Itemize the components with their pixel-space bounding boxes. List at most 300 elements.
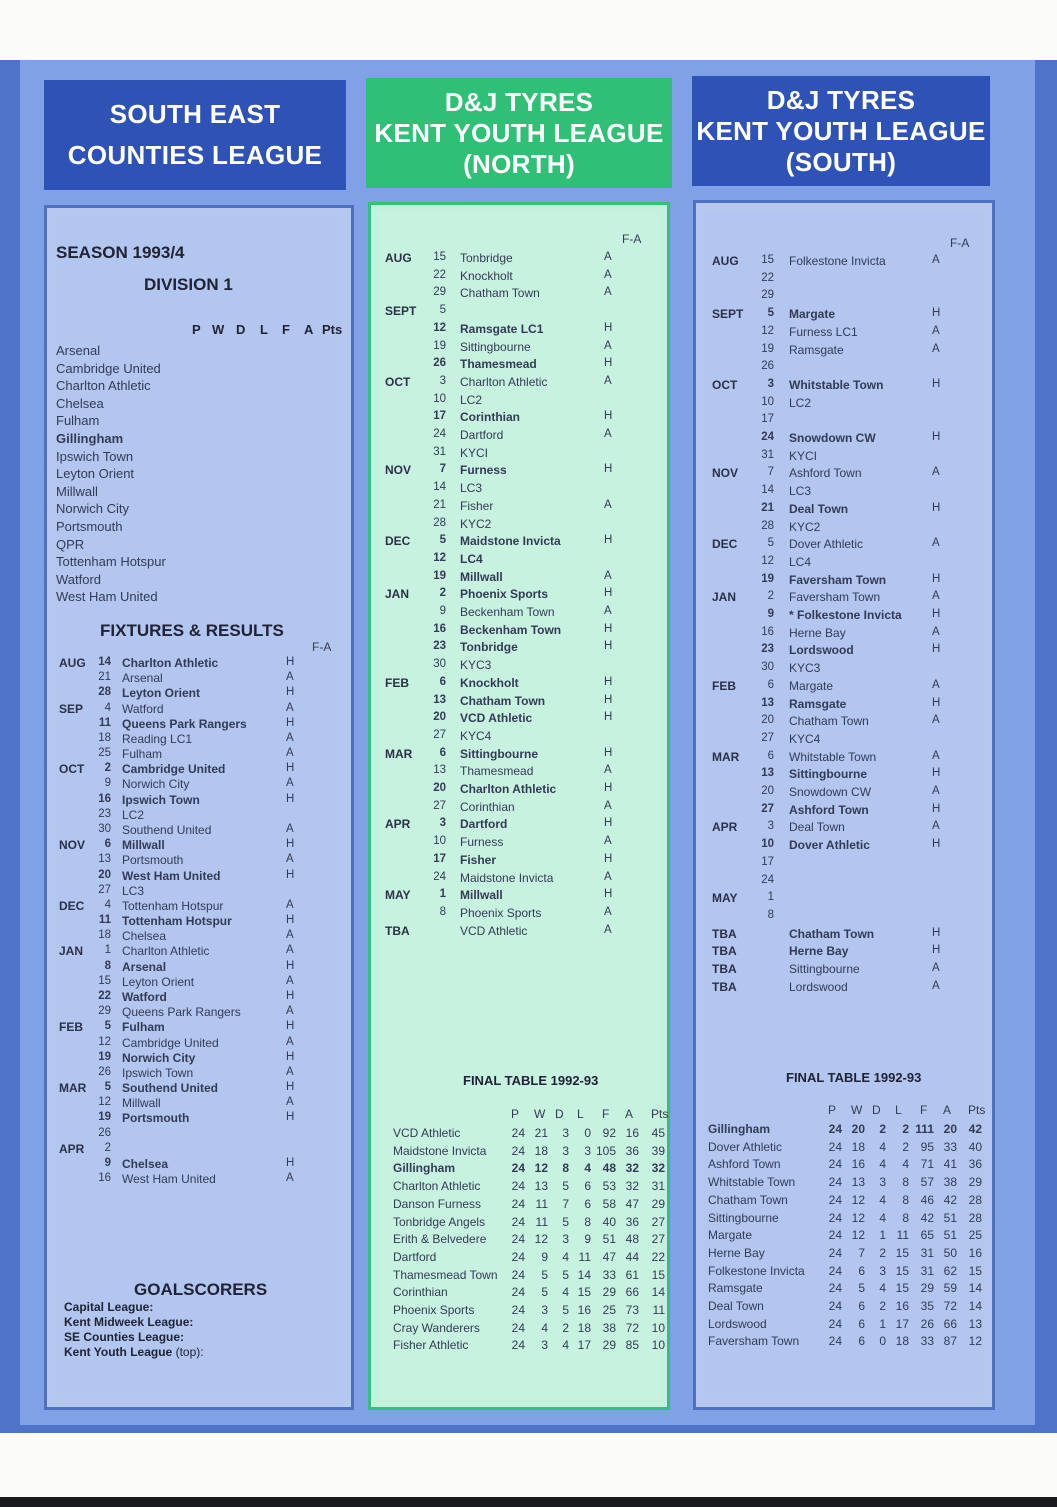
table-cell: 16 [968, 1245, 982, 1260]
fixture-opponent: Leyton Orient [122, 974, 195, 989]
fixture-day: 27 [98, 883, 111, 896]
fixture-venue: H [932, 501, 941, 514]
fixture-day: 30 [433, 658, 446, 671]
table-cell: 46 [920, 1192, 934, 1207]
fixture-month: OCT [59, 762, 85, 777]
fixture-day: 6 [439, 675, 446, 688]
table-cell: 24 [511, 1320, 525, 1335]
table-cell: 65 [920, 1228, 934, 1243]
sec-col-pts: Pts [322, 322, 343, 337]
table-cell: 40 [602, 1214, 616, 1229]
fixture-opponent: Sittingbourne [460, 746, 538, 761]
fixture-day: 9 [767, 608, 774, 620]
fixture-venue: A [286, 929, 294, 942]
header-north-line1: D&J TYRES [444, 86, 594, 117]
fixture-opponent: Chatham Town [789, 714, 869, 729]
fixture-opponent: Ipswich Town [122, 792, 200, 807]
fixture-opponent: Arsenal [122, 671, 163, 686]
fixture-venue: H [932, 696, 941, 709]
table-cell: 32 [625, 1161, 639, 1176]
fixture-opponent: LC3 [789, 484, 812, 499]
table-cell: 17 [577, 1338, 591, 1353]
table-cell: 14 [577, 1267, 591, 1282]
team-name: Millwall [56, 483, 98, 499]
fixture-day: 1 [439, 888, 446, 901]
table-cell: 29 [968, 1175, 982, 1190]
fixture-opponent: West Ham United [122, 868, 221, 883]
goalscorer-league: SE Counties League: [64, 1330, 185, 1344]
table-team: Dover Athletic [708, 1139, 783, 1154]
table-cell: 24 [511, 1179, 525, 1194]
table-cell: 58 [602, 1196, 616, 1211]
fixture-day: 12 [98, 1096, 111, 1109]
table-cell: 40 [968, 1139, 982, 1154]
fixture-venue: H [604, 817, 613, 830]
fixture-venue: H [286, 1020, 295, 1033]
table-col-header: Pts [968, 1103, 986, 1117]
fixture-venue: A [932, 324, 940, 337]
table-cell: 24 [828, 1139, 842, 1154]
table-cell: 24 [828, 1316, 842, 1331]
table-cell: 33 [920, 1334, 934, 1349]
fixture-venue: A [932, 537, 940, 550]
fixture-opponent: Charlton Athletic [460, 374, 548, 389]
fixture-venue: H [932, 377, 941, 390]
fixture-month: TBA [712, 926, 737, 941]
fixture-opponent: Ashford Town [789, 802, 869, 817]
fixture-month: APR [385, 817, 411, 832]
table-cell: 31 [920, 1263, 934, 1278]
fixture-opponent: Corinthian [460, 799, 515, 814]
fixture-opponent: Millwall [122, 1096, 161, 1111]
fixture-day: 26 [98, 1126, 111, 1139]
fixture-month: MAR [712, 749, 740, 764]
goalscorer-label [64, 1345, 204, 1359]
table-cell: 2 [902, 1122, 909, 1136]
sec-col-a: A [304, 322, 314, 337]
table-cell: 24 [828, 1175, 842, 1190]
fixture-opponent: KYC3 [460, 658, 492, 673]
fixture-venue: A [604, 569, 612, 582]
fixture-day: 21 [98, 671, 111, 684]
fixture-venue: A [286, 731, 294, 744]
fixture-opponent: Sittingbourne [460, 339, 531, 354]
team-name: Watford [56, 571, 102, 587]
fixture-day: 5 [439, 304, 446, 317]
fixture-venue: H [604, 693, 613, 706]
table-cell: 57 [920, 1175, 934, 1190]
table-team: Tonbridge Angels [393, 1214, 486, 1229]
goalscorer-note: (top): [172, 1345, 204, 1359]
table-cell: 6 [584, 1196, 591, 1211]
table-cell: 24 [511, 1214, 525, 1229]
table-cell: 3 [879, 1263, 886, 1278]
fixture-opponent: Maidstone Invicta [460, 534, 561, 549]
fixture-opponent: Furness [460, 835, 504, 850]
north-table-title: FINAL TABLE 1992-93 [463, 1073, 599, 1088]
fixture-venue: H [286, 686, 295, 699]
table-cell: 24 [828, 1334, 842, 1349]
fixture-day: 24 [761, 431, 774, 443]
table-cell: 8 [902, 1210, 909, 1225]
fixture-venue: A [932, 625, 940, 638]
table-cell: 0 [879, 1334, 886, 1349]
table-cell: 14 [651, 1285, 665, 1300]
fixture-venue: H [286, 1156, 295, 1169]
fixture-month: NOV [385, 463, 412, 478]
team-name: Chelsea [56, 395, 104, 411]
fixture-day: 19 [433, 339, 446, 352]
table-cell: 7 [858, 1245, 865, 1260]
fixture-month: DEC [385, 534, 411, 549]
fixture-day: 27 [433, 728, 446, 741]
fixture-venue: A [604, 905, 612, 918]
table-cell: 1 [879, 1228, 886, 1243]
table-team: Dartford [393, 1249, 437, 1264]
table-cell: 38 [943, 1175, 957, 1190]
table-cell: 2 [879, 1299, 886, 1313]
fixture-day: 17 [761, 855, 774, 868]
fixture-day: 8 [104, 959, 111, 972]
fixture-venue: H [286, 989, 295, 1002]
fixture-day: 20 [98, 868, 111, 881]
table-cell: 4 [879, 1139, 886, 1154]
south-table-title: FINAL TABLE 1992-93 [786, 1070, 922, 1085]
sec-fa-label: F-A [312, 640, 332, 654]
fixture-venue: H [604, 534, 613, 547]
table-col-header: W [851, 1103, 863, 1117]
fixture-opponent: Chelsea [122, 929, 167, 944]
fixture-month: MAY [712, 891, 738, 906]
table-cell: 51 [943, 1210, 957, 1225]
fixture-opponent: Whitstable Town [789, 377, 884, 392]
fixture-day: 3 [767, 820, 774, 833]
table-cell: 51 [602, 1232, 616, 1247]
fixture-month: TBA [385, 923, 410, 938]
fixture-opponent: Arsenal [122, 959, 167, 974]
table-cell: 7 [562, 1196, 569, 1211]
table-cell: 12 [851, 1192, 865, 1207]
table-cell: 36 [968, 1157, 982, 1172]
fixture-month: MAR [385, 746, 413, 761]
fixture-day: 24 [433, 428, 446, 440]
fixture-month: JAN [59, 944, 84, 959]
table-cell: 9 [584, 1232, 591, 1247]
table-cell: 111 [915, 1122, 934, 1136]
fixture-day: 12 [761, 324, 774, 337]
fixture-venue: A [286, 1035, 294, 1048]
table-cell: 28 [968, 1210, 982, 1225]
table-cell: 5 [562, 1179, 569, 1194]
fixture-opponent: Charlton Athletic [122, 944, 210, 959]
fixture-opponent: Cambridge United [122, 1035, 219, 1050]
table-team: Phoenix Sports [393, 1303, 475, 1317]
fixture-venue: H [604, 888, 613, 901]
fixture-day: 5 [439, 534, 446, 547]
header-north-line2: KENT YOUTH LEAGUE [374, 117, 664, 148]
fixture-venue: A [604, 799, 612, 812]
fixture-venue: H [286, 868, 295, 881]
table-cell: 2 [562, 1320, 569, 1335]
table-col-header: Pts [651, 1107, 669, 1121]
fixture-day: 30 [98, 822, 111, 835]
table-cell: 29 [920, 1281, 934, 1296]
fixture-day: 13 [761, 767, 774, 780]
fixture-opponent: LC2 [460, 392, 483, 407]
fixture-day: 27 [761, 802, 774, 815]
table-team: Gillingham [393, 1161, 456, 1176]
goalscorer-label [64, 1300, 153, 1314]
fixture-venue: H [932, 307, 941, 320]
fixture-day: 9 [104, 1156, 111, 1169]
table-cell: 36 [625, 1143, 639, 1158]
table-cell: 4 [584, 1161, 591, 1176]
fixture-opponent: Chatham Town [460, 286, 540, 301]
table-cell: 72 [625, 1320, 639, 1335]
table-cell: 29 [602, 1285, 616, 1300]
table-cell: 62 [943, 1263, 957, 1278]
fixture-day: 16 [98, 792, 111, 805]
fixture-day: 10 [433, 392, 446, 405]
header-north-line3: (NORTH) [463, 148, 575, 179]
fixture-opponent: Phoenix Sports [460, 587, 549, 602]
fixture-opponent: LC4 [460, 551, 483, 566]
fixture-day: 15 [433, 251, 446, 263]
fixture-venue: H [604, 321, 613, 334]
table-cell: 18 [851, 1139, 865, 1154]
table-team: Lordswood [708, 1316, 767, 1331]
table-cell: 20 [851, 1122, 865, 1136]
table-cell: 26 [920, 1316, 934, 1331]
fixture-opponent: Thamesmead [460, 764, 534, 779]
fixture-day: 28 [761, 519, 774, 532]
table-cell: 24 [511, 1338, 525, 1353]
fixture-venue: H [604, 852, 613, 865]
table-cell: 8 [562, 1161, 569, 1176]
fixture-opponent: Beckenham Town [460, 605, 555, 619]
table-cell: 11 [578, 1249, 591, 1264]
table-cell: 3 [584, 1143, 591, 1158]
fixture-venue: H [286, 1081, 295, 1094]
fixture-opponent: LC3 [460, 481, 483, 496]
fixture-venue: A [286, 1172, 294, 1185]
fixture-venue: A [286, 1005, 294, 1018]
table-cell: 8 [902, 1192, 909, 1207]
table-cell: 47 [602, 1249, 616, 1264]
table-cell: 10 [651, 1338, 665, 1353]
table-cell: 41 [943, 1157, 957, 1172]
table-cell: 36 [625, 1214, 639, 1229]
fixture-day: 23 [433, 640, 446, 653]
fixture-venue: H [286, 762, 295, 775]
table-cell: 12 [968, 1334, 982, 1349]
table-cell: 17 [895, 1316, 909, 1331]
table-cell: 11 [535, 1196, 548, 1211]
team-name: Charlton Athletic [56, 378, 151, 394]
fixture-day: 30 [761, 661, 774, 674]
fixture-opponent: LC2 [122, 807, 145, 822]
header-south-line1: D&J TYRES [766, 84, 916, 115]
fixture-day: 6 [104, 838, 111, 851]
fixture-venue: A [604, 286, 612, 299]
table-cell: 5 [562, 1303, 569, 1317]
fixture-day: 29 [761, 289, 774, 302]
fixture-opponent: Tonbridge [460, 251, 513, 265]
fixture-venue: A [286, 671, 294, 684]
fixture-month: FEB [385, 675, 409, 690]
table-cell: 24 [511, 1143, 525, 1158]
division-title: DIVISION 1 [144, 275, 233, 294]
fixture-opponent: KYC4 [789, 731, 821, 746]
fixture-venue: H [932, 767, 941, 780]
table-cell: 59 [943, 1281, 957, 1296]
fixture-day: 20 [761, 714, 774, 727]
fixture-opponent: Whitstable Town [789, 749, 877, 764]
table-cell: 24 [828, 1245, 842, 1260]
table-cell: 39 [651, 1143, 665, 1158]
table-cell: 66 [943, 1316, 957, 1331]
table-cell: 85 [625, 1338, 639, 1353]
fixture-day: 19 [98, 1050, 111, 1063]
table-cell: 15 [895, 1245, 909, 1260]
table-cell: 16 [851, 1157, 865, 1172]
table-cell: 25 [602, 1303, 616, 1317]
fixture-venue: A [286, 1065, 294, 1078]
fixture-opponent: Chatham Town [789, 926, 875, 941]
fixture-venue: A [604, 268, 612, 281]
fixture-day: 6 [767, 678, 774, 691]
goalscorer-label [64, 1330, 184, 1344]
table-cell: 6 [858, 1334, 865, 1349]
table-cell: 35 [920, 1299, 934, 1313]
fixture-day: 13 [433, 693, 446, 706]
table-cell: 4 [879, 1192, 886, 1207]
table-cell: 3 [879, 1175, 886, 1190]
table-cell: 4 [902, 1157, 909, 1172]
fixture-venue: H [286, 1111, 295, 1124]
fixture-opponent: VCD Athletic [460, 923, 528, 938]
table-team: Chatham Town [708, 1192, 788, 1207]
table-cell: 42 [943, 1192, 957, 1207]
table-cell: 16 [625, 1126, 639, 1140]
fixture-venue: H [286, 914, 295, 927]
fixture-venue: H [604, 711, 613, 724]
fixture-day: 27 [761, 731, 774, 744]
table-cell: 1 [879, 1316, 886, 1331]
table-cell: 12 [851, 1228, 865, 1243]
fixture-day: 14 [761, 484, 774, 497]
fixture-day: 16 [433, 622, 446, 635]
table-cell: 72 [943, 1299, 957, 1313]
fixture-opponent: Fisher [460, 852, 497, 867]
fixture-day: 17 [761, 413, 774, 426]
goalscorer-league: Kent Youth League [64, 1345, 173, 1359]
fixture-month: OCT [712, 377, 738, 392]
fixture-day: 19 [98, 1111, 111, 1124]
table-cell: 0 [584, 1126, 591, 1140]
fixture-venue: H [286, 838, 295, 851]
fixture-venue: A [286, 1096, 294, 1109]
header-sec-line2: COUNTIES LEAGUE [67, 140, 323, 170]
fixture-venue: A [286, 898, 294, 911]
table-cell: 15 [577, 1285, 591, 1300]
table-cell: 31 [651, 1179, 665, 1194]
fixture-opponent: Watford [122, 701, 164, 716]
fixture-opponent: Faversham Town [789, 590, 881, 605]
table-cell: 87 [943, 1334, 957, 1349]
fixture-opponent: Southend United [122, 1081, 218, 1096]
fixture-day: 18 [98, 731, 111, 744]
fixture-day: 17 [433, 410, 446, 423]
fixture-day: 3 [767, 377, 774, 390]
table-cell: 5 [541, 1285, 548, 1300]
table-team: Whitstable Town [708, 1175, 796, 1190]
table-cell: 66 [625, 1285, 639, 1300]
table-cell: 14 [968, 1299, 982, 1313]
fixture-opponent: Tonbridge [460, 640, 518, 655]
fixture-venue: A [932, 962, 940, 974]
fixture-day: 10 [761, 838, 774, 851]
fixture-opponent: Watford [122, 989, 167, 1004]
fixture-day: 31 [433, 445, 446, 458]
table-cell: 24 [828, 1281, 842, 1296]
table-cell: 4 [879, 1157, 886, 1172]
fixture-day: 26 [433, 357, 446, 370]
fixture-month: TBA [712, 979, 737, 994]
fixture-venue: A [604, 923, 612, 936]
fixture-month: APR [59, 1141, 85, 1156]
fixture-month: SEPT [385, 304, 417, 319]
table-cell: 29 [651, 1196, 665, 1211]
fixture-opponent: Reading LC1 [122, 731, 193, 746]
fixture-venue: A [604, 339, 612, 352]
table-cell: 42 [968, 1122, 982, 1136]
table-cell: 2 [879, 1122, 886, 1136]
table-team: Ramsgate [708, 1281, 763, 1296]
fixture-opponent: Portsmouth [122, 1111, 190, 1126]
table-col-header: W [534, 1107, 546, 1121]
fixture-day: 3 [439, 817, 446, 830]
table-cell: 15 [895, 1263, 909, 1278]
fixture-venue: A [932, 342, 940, 355]
fixture-month: TBA [712, 962, 737, 976]
fixture-month: DEC [712, 537, 738, 552]
fixture-opponent: Thamesmead [460, 357, 537, 372]
table-cell: 24 [828, 1210, 842, 1225]
fixture-day: 21 [433, 498, 446, 511]
fixture-opponent: Herne Bay [789, 625, 846, 640]
table-cell: 2 [902, 1139, 909, 1154]
table-cell: 22 [651, 1249, 665, 1264]
fixture-opponent: LC2 [789, 395, 812, 410]
table-cell: 2 [879, 1245, 886, 1260]
table-cell: 51 [943, 1228, 957, 1243]
fixture-venue: A [604, 374, 612, 387]
table-col-header: D [872, 1103, 881, 1117]
fixture-opponent: Ramsgate [789, 696, 847, 711]
bottom-edge [0, 1497, 1057, 1507]
table-cell: 6 [858, 1299, 865, 1313]
fixture-venue: H [932, 431, 941, 443]
fixture-venue: A [932, 820, 940, 833]
fixture-day: 22 [761, 271, 774, 284]
fixture-day: 10 [761, 395, 774, 408]
fixture-opponent: Maidstone Invicta [460, 870, 554, 885]
fixture-opponent: Fulham [122, 1020, 165, 1035]
table-cell: 50 [943, 1245, 957, 1260]
fixture-month: APR [712, 820, 738, 835]
fixture-opponent: Millwall [122, 838, 165, 853]
